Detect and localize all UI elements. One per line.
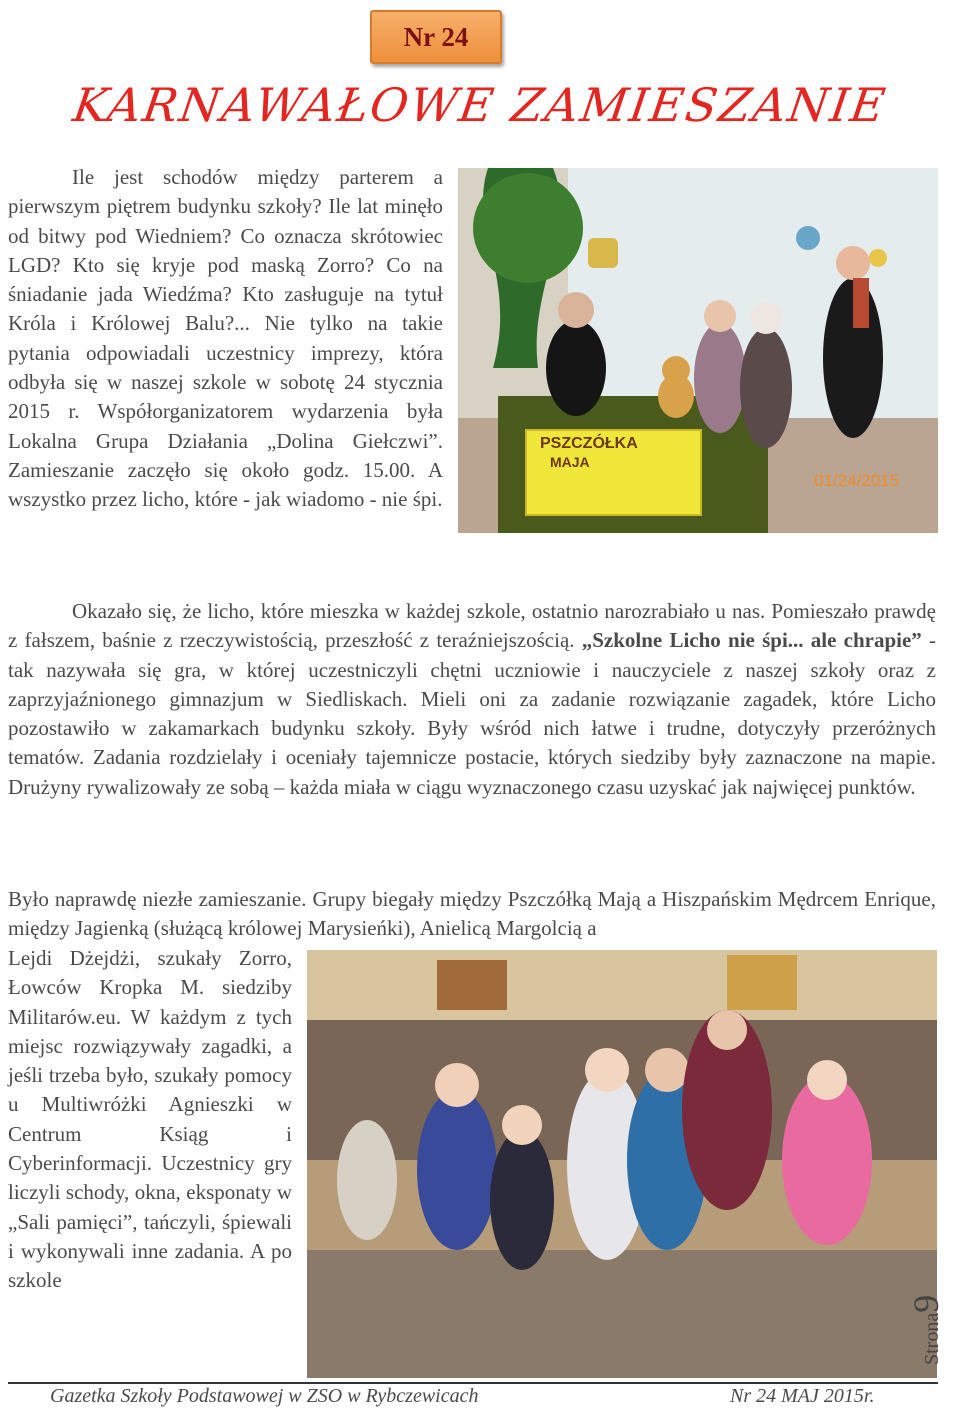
photo-quiz-table-image — [458, 168, 938, 533]
photo-carnival-parade — [307, 950, 937, 1378]
page-label: Strona — [921, 1312, 943, 1365]
body-paragraph-2 — [8, 597, 936, 802]
footer-divider — [8, 1382, 938, 1384]
article-title: KARNAWAŁOWE ZAMIESZANIE — [69, 78, 891, 132]
footer-issue-date: Nr 24 MAJ 2015r. — [730, 1385, 875, 1407]
issue-number: Nr 24 — [403, 21, 469, 52]
game-title: „Szkolne Licho nie śpi... ale chrapie” — [581, 628, 922, 653]
footer-publication: Gazetka Szkoły Podstawowej w ZSO w Rybczewicach — [50, 1385, 479, 1407]
page-number-marker — [905, 1275, 945, 1365]
p2-text-a: Okazało się, że licho, które mieszka w każdej szkole, ostatnio narozrabiało u nas. Pomieszało prawdę z fałszem, baśnie z rzeczywistością, przeszłość z teraźniejszością. — [8, 599, 936, 653]
photo-date-stamp: 01/24/2015 — [814, 471, 900, 490]
intro-text: Ile jest schodów między parterem a pierwszym piętrem budynku szkoły? Ile lat minęło od bitwy pod Wiedniem? Co oznacza skrótowiec LGD? Kto się kryje pod maską Zorro? Co na śniadanie jada Wiedźma? Kto zasługuje na tytuł Króla i Królowej Balu?... Nie tylko na takie pytania odpowiadali uczestnicy imprezy, która odbyła się w naszej szkole w sobotę 24 stycznia 2015 r. Współorganizatorem wydarzenia była Lokalna Grupa Działania „Dolina Giełczwi”. Zamieszanie zaczęło się około godz. 15.00. A wszystko przez licho, które - jak wiadomo - nie śpi. — [8, 165, 443, 512]
sign-text-line1: PSZCZÓŁKA — [540, 435, 638, 452]
body-paragraph-4 — [8, 944, 292, 1296]
body-paragraph-3 — [8, 885, 936, 944]
photo-quiz-table — [458, 168, 938, 533]
issue-number-tab — [370, 10, 502, 64]
p3-text: Było naprawdę niezłe zamieszanie. Grupy biegały między Pszczółką Mają a Hiszpańskim Mędrcem Enrique, między Jagienką (służącą królowej Marysieńki), Anielicą Margolcią a — [8, 887, 936, 941]
page-number: 9 — [906, 1294, 946, 1313]
sign-text-line2: MAJA — [550, 454, 590, 470]
p2-text-b: - tak nazywała się gra, w której uczestniczyli chętni uczniowie i nauczyciele z naszej szkoły oraz z zaprzyjaźnionego gimnazjum w Siedliskach. Mieli oni za zadanie rozwiązanie zagadek, które Licho pozostawiło w zakamarkach budynku szkoły. Były wśród nich łatwe i trudne, dotyczyły przeróżnych tematów. Zadania rozdzielały i oceniały tajemnicze postacie, których siedziby były zaznaczone na mapie. Drużyny rywalizowały ze sobą – każda miała w ciągu wyznaczonego czasu uzyskać jak najwięcej punktów. — [8, 628, 936, 799]
photo-carnival-parade-image — [307, 950, 937, 1378]
intro-paragraph — [8, 163, 443, 515]
p4-text: Lejdi Dżejdżi, szukały Zorro, Łowców Kropka M. siedziby Militarów.eu. W każdym z tych miejsc rozwiązywały zagadki, a jeśli trzeba było, szukały pomocy u Multiwróżki Agnieszki w Centrum Ksiąg i Cyberinformacji. Uczestnicy gry liczyli schody, okna, eksponaty w „Sali pamięci”, tańczyli, śpiewali i wykonywali inne zadania. A po szkole — [8, 946, 292, 1293]
